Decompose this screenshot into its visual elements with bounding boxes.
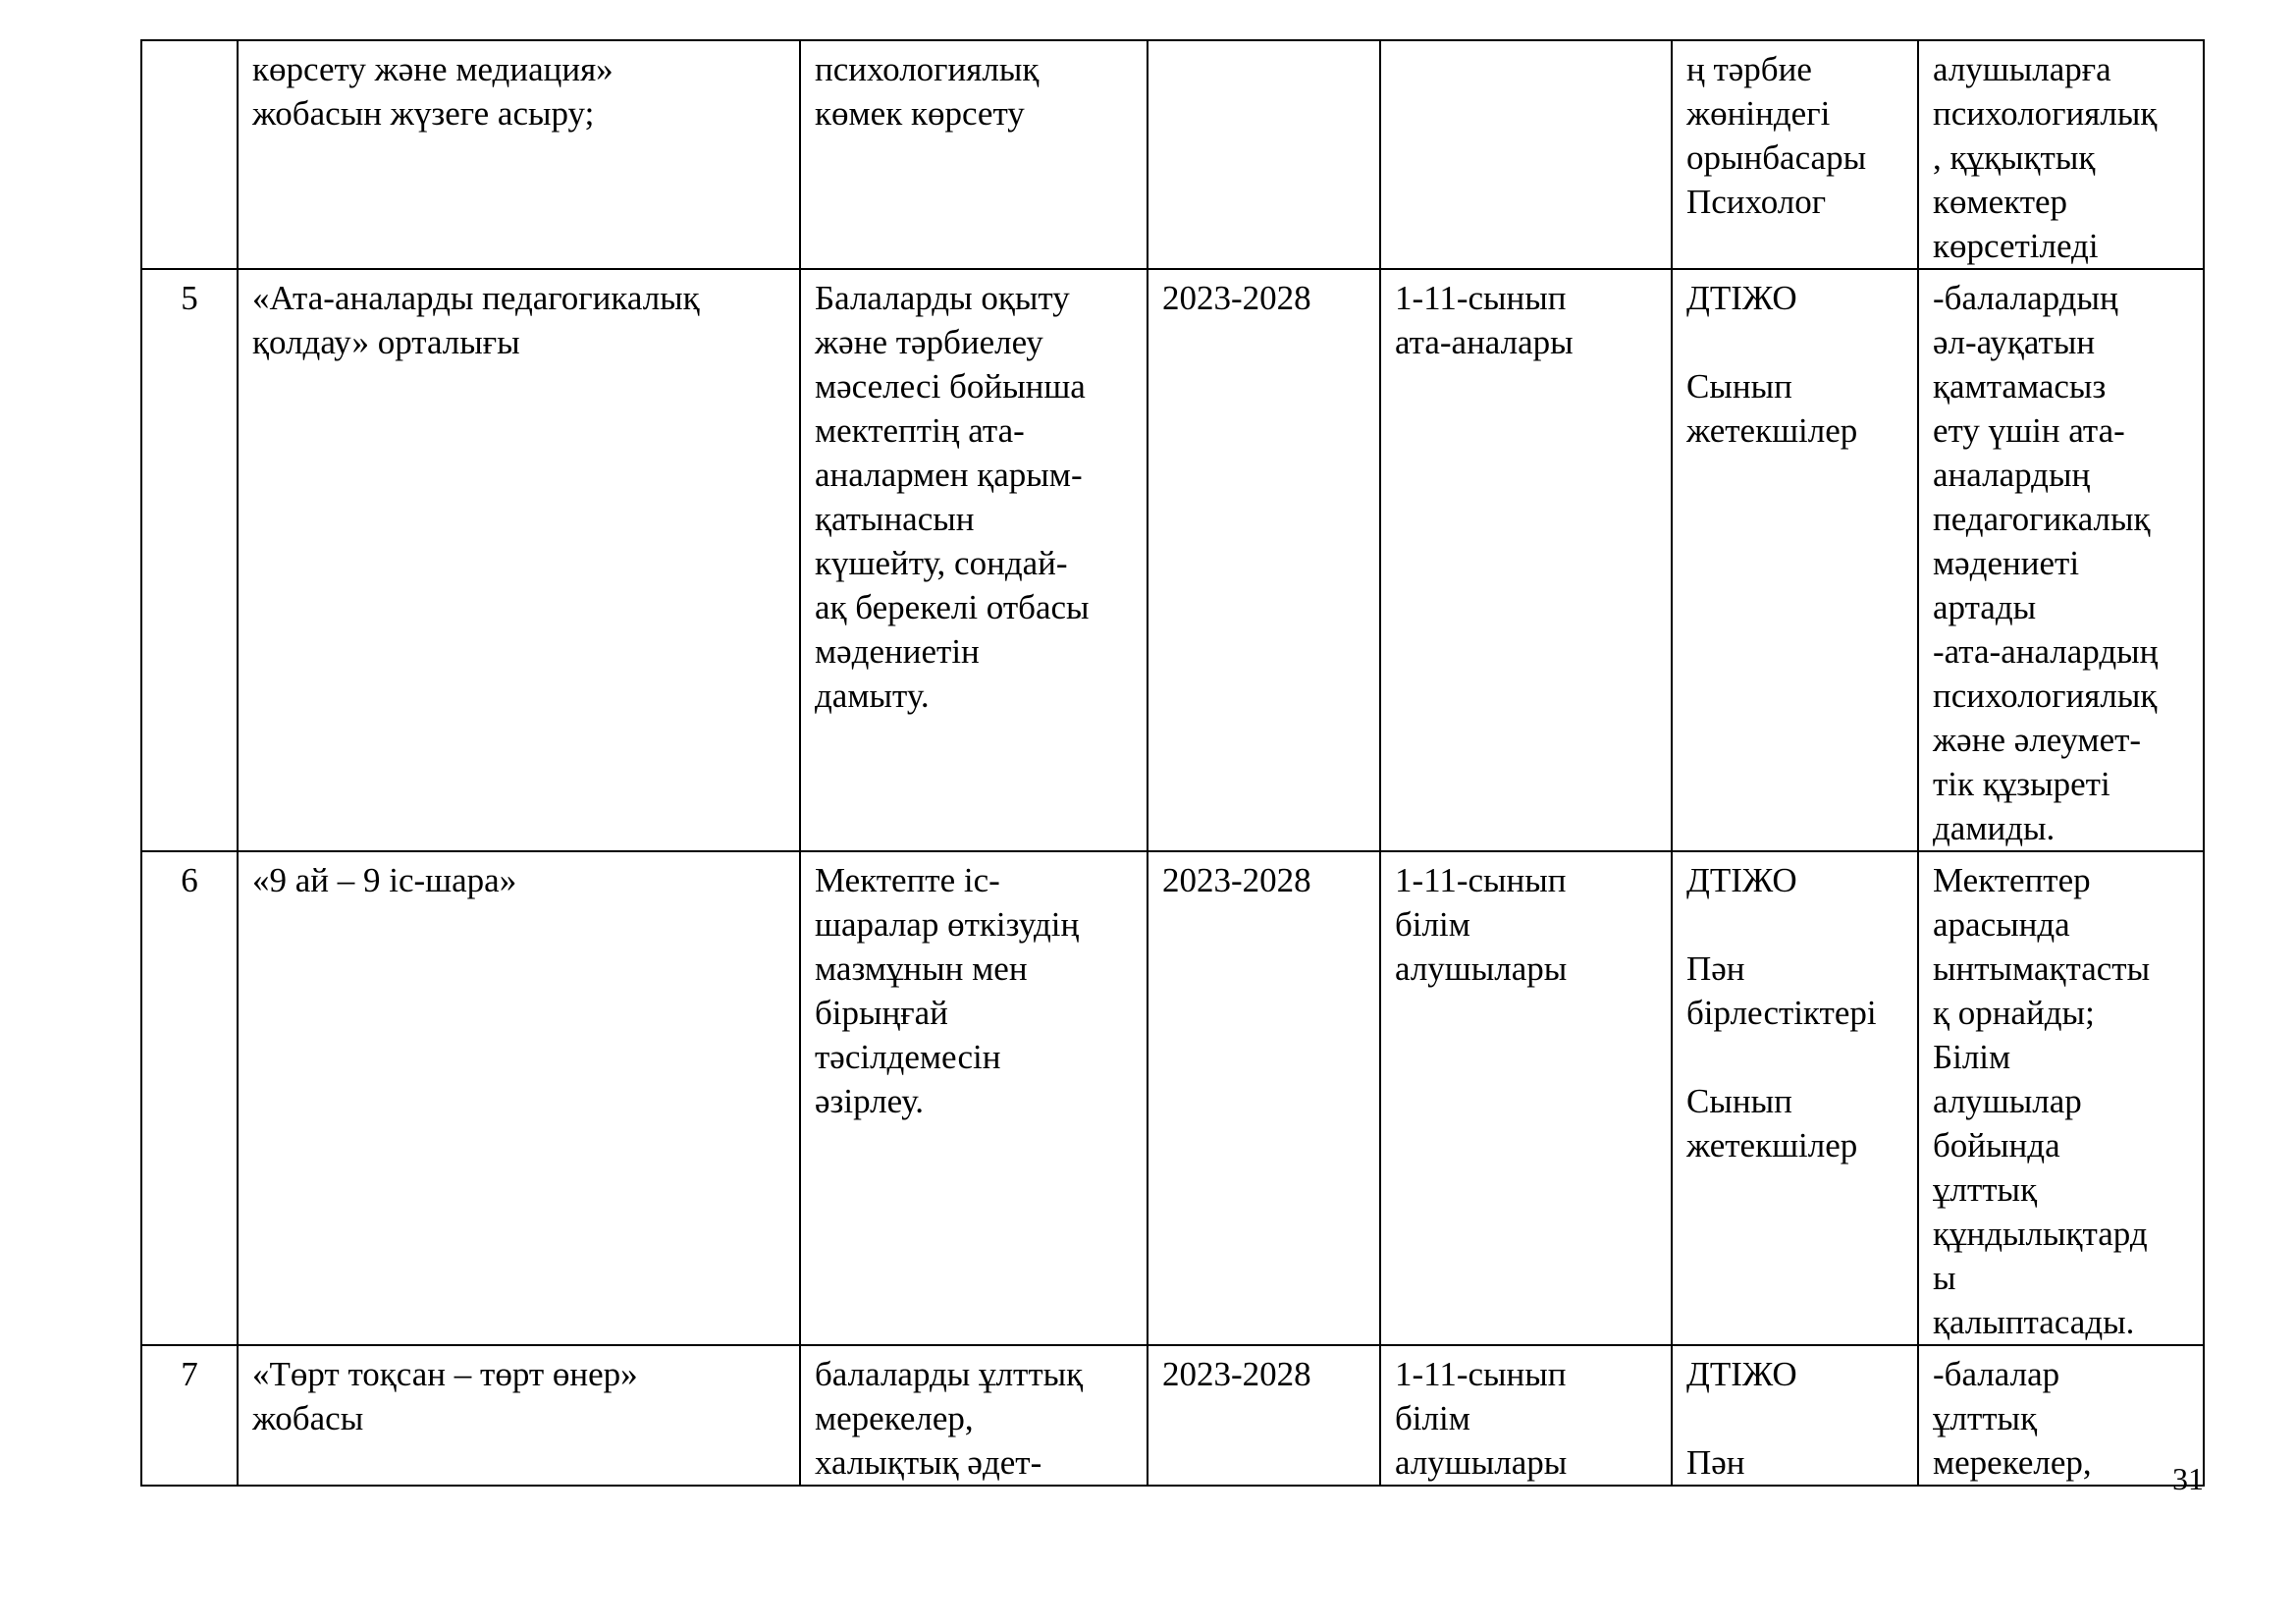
result-line: әл-ауқатын bbox=[1933, 323, 2096, 361]
goal-cell bbox=[800, 269, 1148, 851]
result-line: қ орнайды; bbox=[1933, 994, 2095, 1032]
plan-table bbox=[140, 39, 2205, 1487]
responsible-line: ДТІЖО bbox=[1686, 279, 1797, 317]
goal-line: мерекелер, bbox=[815, 1399, 974, 1437]
goal-line: Мектепте іс- bbox=[815, 861, 1000, 899]
goal-line: ақ берекелі отбасы bbox=[815, 588, 1090, 626]
result-line: психологиялық bbox=[1933, 677, 2158, 715]
result-line: ы bbox=[1933, 1259, 1956, 1297]
goal-line: мәселесі бойынша bbox=[815, 367, 1086, 406]
page-number: 31 bbox=[2172, 1461, 2204, 1496]
participants-line: 1-11-сынып bbox=[1395, 1355, 1567, 1393]
result-line: дамиды. bbox=[1933, 809, 2056, 847]
spacer bbox=[1686, 320, 1903, 364]
result-line: психологиялық bbox=[1933, 94, 2158, 133]
goal-cell bbox=[800, 40, 1148, 269]
table-row bbox=[141, 1345, 2204, 1486]
result-line: қалыптасады. bbox=[1933, 1303, 2135, 1341]
participants-cell bbox=[1380, 851, 1672, 1345]
goal-line: мәдениетін bbox=[815, 632, 980, 671]
goal-cell bbox=[800, 851, 1148, 1345]
participants-line: білім bbox=[1395, 1399, 1470, 1437]
responsible-line: Психолог bbox=[1686, 183, 1827, 221]
responsible-line: жетекшілер bbox=[1686, 411, 1858, 450]
participants-cell bbox=[1380, 40, 1672, 269]
participants-cell bbox=[1380, 269, 1672, 851]
result-line: көрсетіледі bbox=[1933, 227, 2099, 265]
event-name-cell bbox=[238, 851, 800, 1345]
goal-line: тәсілдемесін bbox=[815, 1038, 1001, 1076]
table-row bbox=[141, 269, 2204, 851]
goal-line: және тәрбиелеу bbox=[815, 323, 1043, 361]
result-line: ынтымақтасты bbox=[1933, 949, 2151, 988]
result-cell bbox=[1918, 40, 2204, 269]
result-line: педагогикалық bbox=[1933, 500, 2151, 538]
result-line: және әлеумет- bbox=[1933, 721, 2142, 759]
spacer bbox=[1686, 1396, 1903, 1440]
goal-line: психологиялық bbox=[815, 50, 1040, 88]
event-name-line: «Ата-аналарды педагогикалық bbox=[252, 279, 700, 317]
responsible-line: жетекшілер bbox=[1686, 1126, 1858, 1164]
result-line: ұлттық bbox=[1933, 1399, 2038, 1437]
responsible-line: ДТІЖО bbox=[1686, 1355, 1797, 1393]
goal-line: қатынасын bbox=[815, 500, 975, 538]
result-line: құндылықтард bbox=[1933, 1215, 2148, 1253]
event-name-cell bbox=[238, 269, 800, 851]
result-line: қамтамасыз bbox=[1933, 367, 2107, 406]
table-row bbox=[141, 851, 2204, 1345]
goal-line: бірыңғай bbox=[815, 994, 948, 1032]
event-name-cell bbox=[238, 1345, 800, 1486]
responsible-line: Сынып bbox=[1686, 367, 1792, 406]
responsible-cell bbox=[1672, 1345, 1918, 1486]
event-name-line: жобасы bbox=[252, 1399, 364, 1437]
result-line: Білім bbox=[1933, 1038, 2011, 1076]
goal-line: дамыту. bbox=[815, 677, 930, 715]
goal-cell bbox=[800, 1345, 1148, 1486]
responsible-cell bbox=[1672, 40, 1918, 269]
result-line: ету үшін ата- bbox=[1933, 411, 2125, 450]
event-name-line: «9 ай – 9 іс-шара» bbox=[252, 861, 517, 899]
result-line: ұлттық bbox=[1933, 1170, 2038, 1209]
responsible-line: орынбасары bbox=[1686, 138, 1867, 177]
participants-cell bbox=[1380, 1345, 1672, 1486]
result-line: аналардың bbox=[1933, 456, 2091, 494]
period-cell: 2023-2028 bbox=[1148, 269, 1380, 851]
responsible-line: ң тәрбие bbox=[1686, 50, 1812, 88]
result-line: бойында bbox=[1933, 1126, 2060, 1164]
event-name-line: жобасын жүзеге асыру; bbox=[252, 94, 595, 133]
period-cell: 2023-2028 bbox=[1148, 1345, 1380, 1486]
result-cell bbox=[1918, 269, 2204, 851]
row-number-cell: 5 bbox=[141, 269, 238, 851]
responsible-cell bbox=[1672, 851, 1918, 1345]
result-line: , құқықтық bbox=[1933, 138, 2096, 177]
responsible-line: Сынып bbox=[1686, 1082, 1792, 1120]
result-line: Мектептер bbox=[1933, 861, 2091, 899]
result-line: арасында bbox=[1933, 905, 2070, 944]
result-line: мәдениеті bbox=[1933, 544, 2080, 582]
event-name-line: «Төрт тоқсан – төрт өнер» bbox=[252, 1355, 638, 1393]
result-cell bbox=[1918, 851, 2204, 1345]
participants-line: білім bbox=[1395, 905, 1470, 944]
responsible-line: жөніндегі bbox=[1686, 94, 1831, 133]
row-number-cell: 7 bbox=[141, 1345, 238, 1486]
goal-line: мазмұнын мен bbox=[815, 949, 1028, 988]
period-cell: 2023-2028 bbox=[1148, 851, 1380, 1345]
event-name-line: қолдау» орталығы bbox=[252, 323, 520, 361]
result-line: көмектер bbox=[1933, 183, 2068, 221]
responsible-line: ДТІЖО bbox=[1686, 861, 1797, 899]
event-name-cell bbox=[238, 40, 800, 269]
goal-line: әзірлеу. bbox=[815, 1082, 924, 1120]
goal-line: Балаларды оқыту bbox=[815, 279, 1070, 317]
goal-line: халықтық әдет- bbox=[815, 1443, 1042, 1482]
goal-line: көмек көрсету bbox=[815, 94, 1025, 133]
result-line: алушылар bbox=[1933, 1082, 2082, 1120]
participants-line: алушылары bbox=[1395, 949, 1568, 988]
responsible-cell bbox=[1672, 269, 1918, 851]
goal-line: шаралар өткізудің bbox=[815, 905, 1080, 944]
responsible-line: бірлестіктері bbox=[1686, 994, 1877, 1032]
result-line: -балалар bbox=[1933, 1355, 2060, 1393]
result-line: тік құзыреті bbox=[1933, 765, 2110, 803]
participants-line: алушылары bbox=[1395, 1443, 1568, 1482]
row-number-cell: 6 bbox=[141, 851, 238, 1345]
event-name-line: көрсету және медиация» bbox=[252, 50, 614, 88]
participants-line: 1-11-сынып bbox=[1395, 279, 1567, 317]
goal-line: мектептің ата- bbox=[815, 411, 1025, 450]
period-cell bbox=[1148, 40, 1380, 269]
table-row bbox=[141, 40, 2204, 269]
result-line: -ата-аналардың bbox=[1933, 632, 2159, 671]
result-line: артады bbox=[1933, 588, 2037, 626]
responsible-line: Пән bbox=[1686, 949, 1745, 988]
spacer bbox=[1686, 1035, 1903, 1079]
result-line: -балалардың bbox=[1933, 279, 2118, 317]
spacer bbox=[1686, 902, 1903, 947]
goal-line: күшейту, сондай- bbox=[815, 544, 1068, 582]
goal-line: аналармен қарым- bbox=[815, 456, 1083, 494]
row-number-cell bbox=[141, 40, 238, 269]
goal-line: балаларды ұлттық bbox=[815, 1355, 1084, 1393]
result-line: мерекелер, bbox=[1933, 1443, 2092, 1482]
responsible-line: Пән bbox=[1686, 1443, 1745, 1482]
participants-line: 1-11-сынып bbox=[1395, 861, 1567, 899]
result-cell bbox=[1918, 1345, 2204, 1486]
participants-line: ата-аналары bbox=[1395, 323, 1574, 361]
result-line: алушыларға bbox=[1933, 50, 2111, 88]
